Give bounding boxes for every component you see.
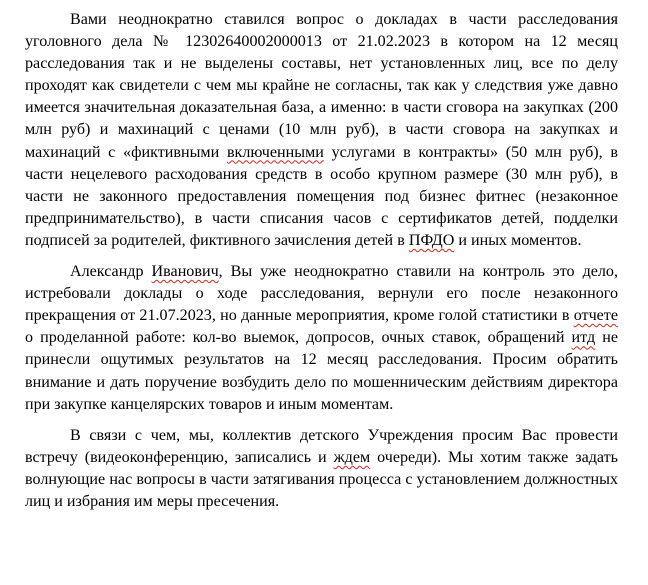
spellcheck-flagged-word: итд [571,329,596,347]
paragraph-meeting-request [25,425,618,513]
paragraph-text: о проделанной работе: кол-во выемок, допросов, очных ставок, обращений [25,329,572,347]
document-page [25,9,618,513]
spellcheck-flagged-word: отчете [573,307,618,325]
spellcheck-flagged-word: ПФДО [408,231,455,249]
paragraph-text: очереди). Мы хотим также задать волнующие нас вопросы в части затягивания процесса с установлением должностных лиц и избрания им меры пресечения. [25,448,618,510]
spellcheck-flagged-word: включенными [226,143,324,161]
paragraph-text: услугами в контракты» (50 млн руб), в части нецелевого расходования средств в особо крупном размере (30 млн руб), в части не законного предоставления помещения под бизнес фитнес (незаконное предпринимательство), в части списания часов с сертификатов детей, подделки подписей за родителей, фиктивного зачисления детей в [25,143,618,249]
spellcheck-flagged-word: Иванович [151,263,219,281]
paragraph-text: В связи с чем, мы, коллектив детского Учреждения просим Вас провести встречу (видеоконференцию, записались и [25,426,618,466]
paragraph-appeal-to-official [25,261,618,416]
paragraph-investigation-requests [25,9,618,252]
spellcheck-flagged-word: ждем [333,448,371,466]
paragraph-text: Вами неоднократно ставился вопрос о докладах в части расследования уголовного дела № 12302640002000013 от 21.02.2023 в котором на 12 месяц расследования так и не выделены составы, нет установленных лиц, все по делу проходят как свидетели с чем мы крайне не согласны, так как у следствия уже давно имеется значительная доказательная база, а именно: в части сговора на закупках (200 млн руб) и махинаций с ценами (10 млн руб), в части сговора на закупках и махинаций с «фиктивными [25,11,618,161]
paragraph-text: не принесли ощутимых результатов на 12 месяц расследования. Просим обратить внимание и дать поручение возбудить дело по мошенническим действиям директора при закупке канцелярских товаров и иным моментам. [25,329,618,413]
paragraph-text: Александр [70,263,152,281]
paragraph-text: , Вы уже неоднократно ставили на контроль это дело, истребовали доклады о ходе расследования, вернули его после незаконного прекращения от 21.07.2023, но данные мероприятия, кроме голой статистики в [25,263,619,325]
paragraph-text: и иных моментов. [454,231,582,249]
